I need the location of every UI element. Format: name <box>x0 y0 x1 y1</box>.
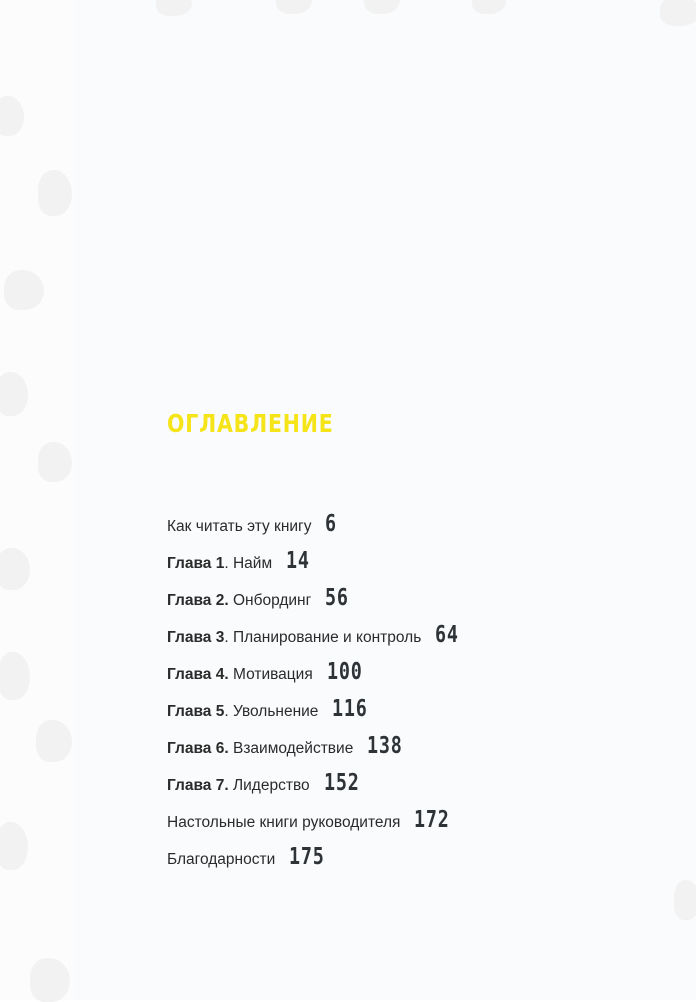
toc-page-number: 100 <box>326 658 363 685</box>
toc-entry-title <box>167 777 310 795</box>
toc-title-text: Настольные книги руководителя <box>167 813 401 831</box>
background-blob-shape <box>674 880 696 920</box>
toc-title-text: . Планирование и контроль <box>224 628 422 646</box>
toc-page-number: 14 <box>286 547 310 574</box>
background-blob-shape <box>38 442 72 482</box>
toc-page-number: 6 <box>325 510 338 537</box>
table-of-contents <box>167 508 465 878</box>
toc-entry[interactable] <box>167 804 465 841</box>
toc-title-text: Онбординг <box>228 591 312 609</box>
page-title: ОГЛАВЛЕНИЕ <box>167 409 334 438</box>
background-blob-shape <box>36 720 72 762</box>
toc-entry[interactable] <box>167 619 465 656</box>
toc-entry-title <box>167 592 311 610</box>
toc-chapter-label: Глава 5 <box>167 702 225 720</box>
toc-title-text: Благодарности <box>167 850 276 868</box>
toc-page-number: 138 <box>367 732 403 759</box>
toc-title-text: . Увольнение <box>224 702 319 720</box>
toc-entry[interactable] <box>167 545 465 582</box>
toc-entry-title <box>167 703 318 721</box>
background-blob-shape <box>4 270 44 310</box>
toc-page-number: 116 <box>332 695 369 722</box>
toc-chapter-label: Глава 3 <box>167 628 225 646</box>
toc-page-number: 64 <box>435 621 460 648</box>
toc-entry-title <box>167 851 275 869</box>
background-blob-shape <box>38 170 72 216</box>
toc-title-text: Лидерство <box>228 776 310 794</box>
toc-page-number: 56 <box>325 584 350 611</box>
toc-entry[interactable] <box>167 767 465 804</box>
toc-entry-title <box>167 740 353 758</box>
toc-chapter-label: Глава 1 <box>167 554 225 572</box>
toc-entry-title <box>167 555 272 573</box>
background-blob-shape <box>0 652 30 700</box>
toc-title-text: Как читать эту книгу <box>167 517 312 535</box>
toc-title-text: Взаимодействие <box>228 739 354 757</box>
toc-entry[interactable] <box>167 582 465 619</box>
toc-chapter-label: Глава 4. <box>167 665 229 683</box>
toc-title-text: Мотивация <box>228 665 313 683</box>
toc-entry[interactable] <box>167 508 465 545</box>
toc-chapter-label: Глава 7. <box>167 776 229 794</box>
toc-chapter-label: Глава 6. <box>167 739 229 757</box>
toc-page-number: 175 <box>289 843 325 870</box>
toc-entry-title <box>167 814 400 832</box>
background-blob-shape <box>30 958 70 1002</box>
toc-entry[interactable] <box>167 841 465 878</box>
toc-entry-title <box>167 629 421 647</box>
toc-entry-title <box>167 666 313 684</box>
toc-page-number: 172 <box>414 806 451 833</box>
toc-chapter-label: Глава 2. <box>167 591 229 609</box>
toc-entry[interactable] <box>167 730 465 767</box>
toc-entry[interactable] <box>167 656 465 693</box>
background-blob-shape <box>660 0 696 26</box>
toc-entry-title <box>167 518 311 536</box>
toc-title-text: . Найм <box>224 554 273 572</box>
toc-entry[interactable] <box>167 693 465 730</box>
toc-page-number: 152 <box>323 769 360 796</box>
